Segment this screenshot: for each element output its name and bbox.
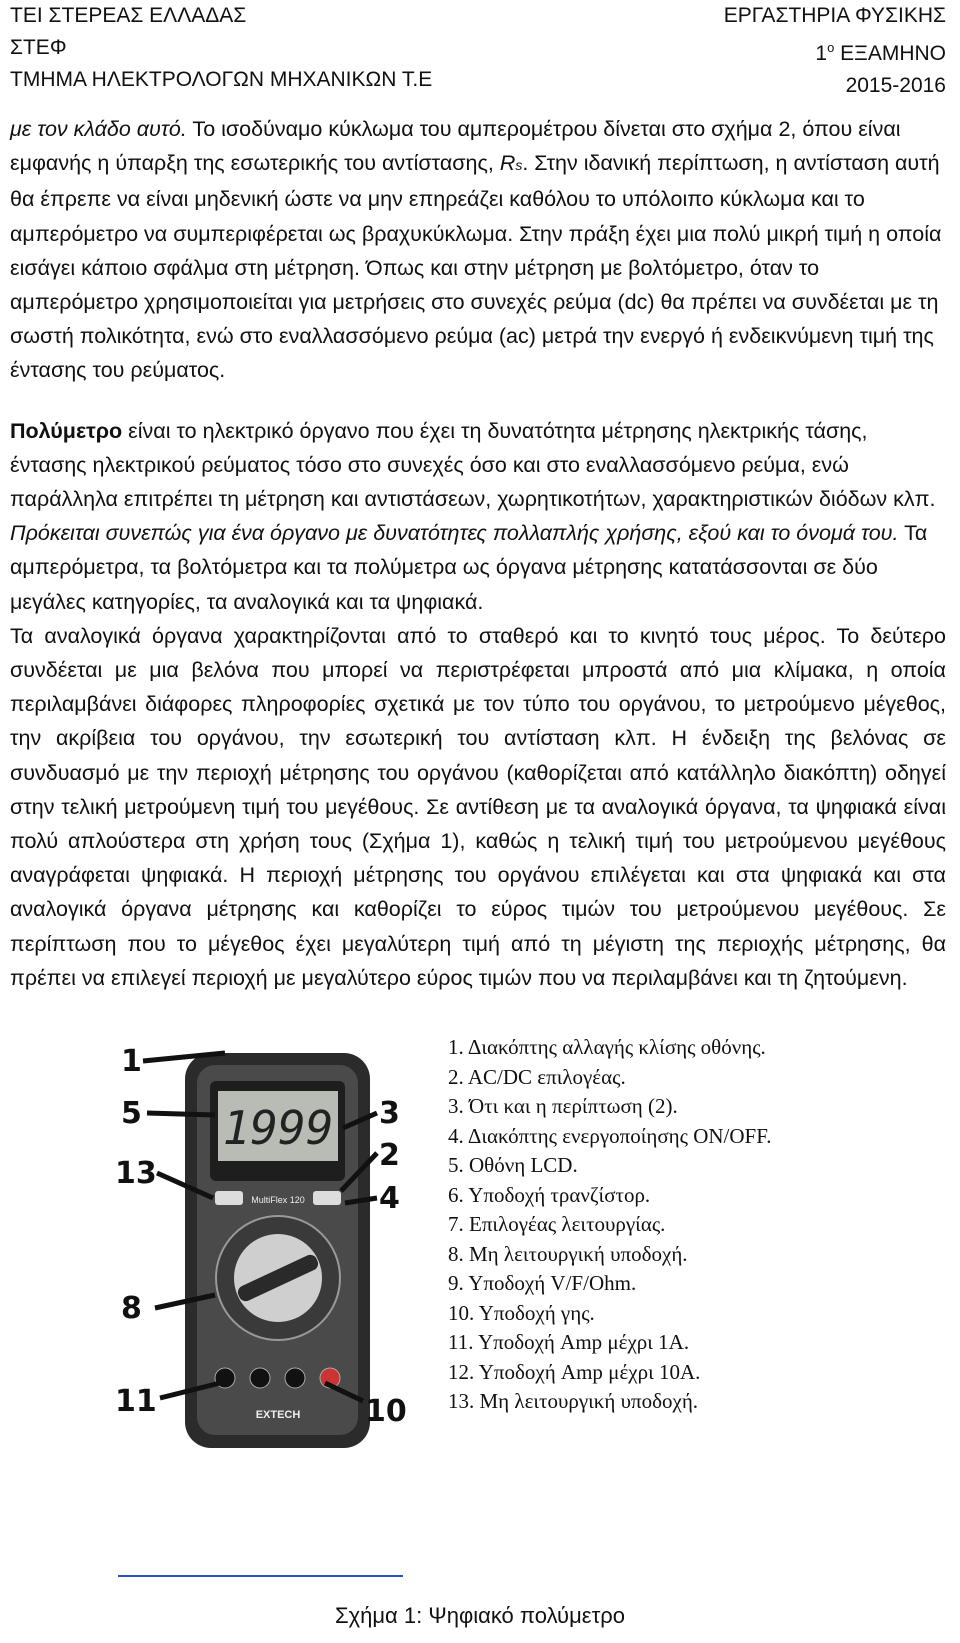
callout-13: 13 <box>115 1156 157 1192</box>
header-right <box>724 0 946 102</box>
header-semester: $1^o$ ΕΞΑΜΗΝΟ <box>815 40 946 65</box>
figure-caption: Σχήμα 1: Ψηφιακό πολύμετρο <box>334 1603 626 1628</box>
figure-legend <box>448 1033 771 1417</box>
legend-item: 12. Υποδοχή Amp μέχρι 10A. <box>448 1359 701 1384</box>
figure-underline <box>118 1575 403 1577</box>
callout-1: 1 <box>121 1044 142 1080</box>
legend-item: 3. Ότι και η περίπτωση (2). <box>448 1094 678 1119</box>
para2-bold-term: Πολύμετρο <box>10 418 123 443</box>
callout-2: 2 <box>379 1138 400 1174</box>
model-label: MultiFlex 120 <box>251 1195 305 1206</box>
header-institution: ΤΕΙ ΣΤΕΡΕΑΣ ΕΛΛΑΔΑΣ <box>10 4 247 27</box>
para2-italic: Πρόκειται συνεπώς για ένα όργανο με δυνατότητες πολλαπλής χρήσης, εξού και το όνομά του. <box>10 521 899 546</box>
header-year: 2015-2016 <box>845 74 946 97</box>
legend-item: 7. Επιλογέας λειτουργίας. <box>448 1212 666 1237</box>
page-header <box>10 0 946 102</box>
callout-11: 11 <box>115 1384 157 1420</box>
paragraph-analog-digital: Τα αναλογικά όργανα χαρακτηρίζονται από το σταθερό και το κινητό τους μέρος. Το δεύτερο συνδέεται με μια βελόνα που μπορεί να περιστρέφεται μπροστά από μια κλίμακα, η οποία περιλαμβάνει διάφορες πληροφορίες σχετικά με τον τύπο του οργάνου, το μετρούμενο μέγεθος, την ακρίβεια του οργάνου, την εσωτερική του αντίσταση κλπ. Η ένδειξη της βελόνας σε συνδυασμό με την περιοχή μέτρησης του οργάνου (καθορίζεται από κατάλληλο διακόπτη) οδηγεί στην τελική μετρούμενη τιμή του μεγέθους. Σε αντίθεση με τα αναλογικά όργανα, τα ψηφιακά είναι πολύ απλούστερα στη χρήση τους (Σχήμα 1), καθώς η τελική τιμή του μετρούμενου μεγέθους αναγράφεται ψηφιακά. Η περιοχή μέτρησης του οργάνου επιλέγεται και στα ψηφιακά και στα αναλογικά όργανα μέτρησης και καθορίζει το εύρος τιμών του μετρούμενου μεγέθους. Σε περίπτωση που το μέγεθος έχει μεγαλύτερη τιμή από τη μέγιστη της περιοχής μέτρησης, θα πρέπει να επιλεγεί περιοχή με μεγαλύτερο εύρος τιμών που να περιλαμβάνει και τη ζητούμενη. <box>10 623 946 990</box>
callout-10: 10 <box>365 1394 407 1430</box>
brand-label: EXTECH <box>255 1409 301 1422</box>
header-department: ΤΜΗΜΑ ΗΛΕΚΤΡΟΛΟΓΩΝ ΜΗΧΑΝΙΚΩΝ Τ.Ε <box>10 68 433 91</box>
legend-item: 13. Μη λειτουργική υποδοχή. <box>448 1389 699 1414</box>
para1-italic-start: με τον κλάδο αυτό. <box>10 117 187 141</box>
legend-item: 11. Υποδοχή Amp μέχρι 1A. <box>448 1330 690 1355</box>
lcd-reading: 1999 <box>222 1101 334 1156</box>
para2-text2: Τα αμπερόμετρα, τα βολτόμετρα και τα πολύμετρα ως όργανα μέτρησης κατατάσσονται σε δύο μεγάλες κατηγορίες, τα αναλογικά και τα ψηφιακά. <box>10 521 928 614</box>
legend-item: 9. Υποδοχή V/F/Ohm. <box>448 1271 637 1296</box>
header-left <box>10 0 432 102</box>
header-course: ΕΡΓΑΣΤΗΡΙΑ ΦΥΣΙΚΗΣ <box>723 4 946 27</box>
multimeter-photo <box>115 1033 415 1453</box>
legend-item: 8. Μη λειτουργική υποδοχή. <box>448 1241 688 1266</box>
callout-8: 8 <box>121 1291 142 1327</box>
legend-item: 10. Υποδοχή γης. <box>448 1300 595 1325</box>
para1-text1: Το ισοδύναμο κύκλωμα του αμπερομέτρου δίνεται στο σχήμα 2, όπου είναι εμφανής η ύπαρξη της εσωτερικής του αντίστασης, <box>10 117 901 176</box>
para1-rs: Rs <box>499 151 523 176</box>
figure-1 <box>10 1033 946 1463</box>
legend-item: 2. AC/DC επιλογέας. <box>448 1064 626 1089</box>
callout-4: 4 <box>379 1181 400 1217</box>
paragraph-multimeter <box>10 414 946 619</box>
legend-item: 1. Διακόπτης αλλαγής κλίσης οθόνης. <box>448 1035 766 1060</box>
callout-3: 3 <box>379 1096 400 1132</box>
legend-item: 6. Υποδοχή τρανζίστορ. <box>448 1182 651 1207</box>
para1-text2: . Στην ιδανική περίπτωση, η αντίσταση αυτή θα έπρεπε να είναι μηδενική ώστε να μην επηρεάζει καθόλου το υπόλοιπο κύκλωμα και το αμπερόμετρο να συμπεριφέρεται ως βραχυκύκλωμα. Στην πράξη έχει μια πολύ μικρή τιμή η οποία εισάγει κάποιο σφάλμα στη μέτρηση. Όπως και στην μέτρηση με βολτόμετρο, όταν το αμπερόμετρο χρησιμοποιείται για μετρήσεις στο συνεχές ρεύμα (dc) θα πρέπει να συνδέεται με τη σωστή πολικότητα, ενώ στο εναλλασσόμενο ρεύμα (ac) μετρά την ενεργό ή ενδεικνύμενη τιμή της έντασης του ρεύματος. <box>10 151 942 383</box>
paragraph-ammeter <box>10 112 946 388</box>
para2-text1: είναι το ηλεκτρικό όργανο που έχει τη δυνατότητα μέτρησης ηλεκτρικής τάσης, έντασης ηλεκτρικού ρεύματος τόσο στο συνεχές όσο και στο εναλλασσόμενο ρεύμα, ενώ παράλληλα επιτρέπει τη μέτρηση και αντιστάσεων, χωρητικοτήτων, χαρακτηριστικών διόδων κλπ. <box>10 418 936 512</box>
legend-item: 4. Διακόπτης ενεργοποίησης ON/OFF. <box>448 1123 772 1148</box>
callout-5: 5 <box>121 1096 142 1132</box>
legend-item: 5. Οθόνη LCD. <box>448 1153 578 1178</box>
header-school: ΣΤΕΦ <box>10 36 67 59</box>
